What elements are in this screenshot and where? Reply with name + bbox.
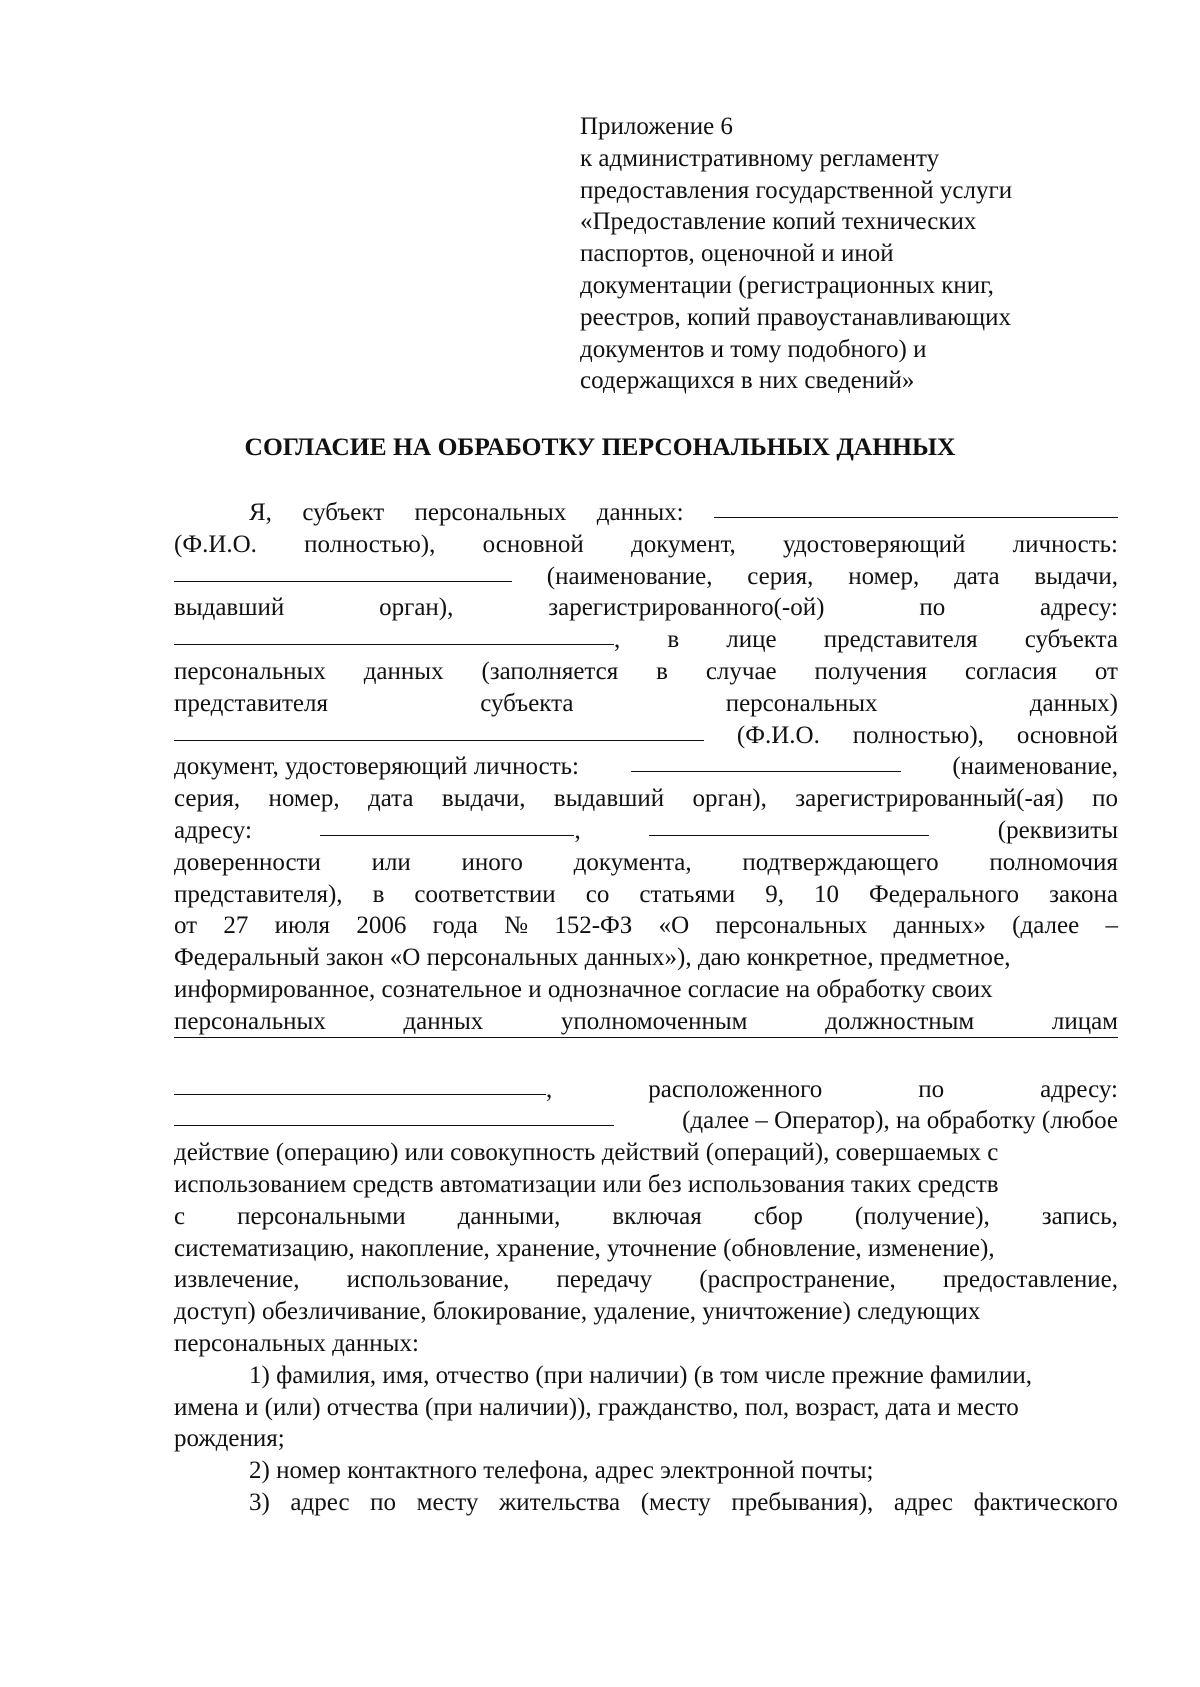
word: 152-ФЗ bbox=[554, 912, 633, 940]
sentence: систематизацию, накопление, хранение, уточнение (обновление, изменение), bbox=[174, 1234, 995, 1262]
word: данными, bbox=[457, 1202, 561, 1230]
appendix-line: документов и тому подобного) и bbox=[580, 335, 927, 363]
word: выдавший bbox=[553, 785, 665, 813]
word: , bbox=[574, 816, 581, 844]
word: персональных bbox=[414, 499, 567, 526]
authorized-officials-blank[interactable] bbox=[174, 1036, 1118, 1038]
text-line bbox=[174, 497, 1118, 529]
word: полностью), bbox=[304, 530, 436, 558]
word: (наименование, bbox=[546, 562, 713, 590]
word: , bbox=[546, 1075, 553, 1103]
word: основной bbox=[1016, 721, 1118, 749]
phrase: (далее – Оператор), на обработку (любое bbox=[682, 1107, 1118, 1135]
word: (реквизиты bbox=[997, 816, 1118, 844]
word: серия, bbox=[747, 562, 814, 590]
text-line bbox=[174, 561, 1118, 593]
word: года bbox=[432, 912, 478, 940]
word: персональных bbox=[725, 689, 878, 717]
word: полностью), bbox=[852, 721, 984, 749]
appendix-line: предоставления государственной услуги bbox=[580, 176, 1013, 204]
text-line bbox=[174, 1074, 1118, 1106]
document-title: СОГЛАСИЕ НА ОБРАБОТКУ ПЕРСОНАЛЬНЫХ ДАННЫХ bbox=[244, 432, 956, 461]
text-line bbox=[174, 783, 1118, 815]
word: персональных bbox=[174, 1007, 326, 1035]
appendix-line: реестров, копий правоустанавливающих bbox=[580, 303, 1011, 331]
text-line bbox=[174, 847, 1118, 879]
word: расположенного bbox=[648, 1075, 823, 1103]
word: выдачи, bbox=[441, 785, 526, 813]
word: , bbox=[614, 626, 621, 654]
sentence: рождения; bbox=[174, 1425, 285, 1453]
word: доверенности bbox=[174, 848, 321, 876]
word: в bbox=[372, 880, 385, 908]
word: субъекта bbox=[480, 689, 574, 717]
text-line bbox=[174, 1423, 1118, 1455]
power-of-attorney-blank[interactable] bbox=[649, 834, 929, 836]
word: (Ф.И.О. bbox=[174, 530, 257, 558]
word: адрес bbox=[893, 1488, 954, 1516]
word: подтверждающего bbox=[742, 848, 939, 876]
text-line bbox=[174, 1392, 1118, 1424]
word: месту bbox=[416, 1488, 479, 1516]
word: (заполняется bbox=[481, 657, 619, 685]
word: персональными bbox=[237, 1202, 406, 1230]
identity-document-blank[interactable] bbox=[174, 580, 512, 582]
text-line bbox=[174, 1169, 1118, 1201]
word: личность: bbox=[1012, 530, 1118, 558]
operator-address-blank[interactable] bbox=[174, 1124, 614, 1126]
word: 27 bbox=[223, 912, 249, 940]
word: предоставление, bbox=[942, 1266, 1118, 1294]
appendix-line: документации (регистрационных книг, bbox=[580, 271, 994, 299]
word: орган), bbox=[692, 785, 767, 813]
word: адресу: bbox=[174, 816, 252, 844]
word: запись, bbox=[1041, 1202, 1118, 1230]
text-line bbox=[174, 1233, 1118, 1265]
word: пребывания), bbox=[731, 1488, 874, 1516]
word: данных bbox=[363, 657, 444, 685]
word: представителя bbox=[174, 689, 328, 717]
text-line bbox=[174, 1264, 1118, 1296]
sentence: персональных данных: bbox=[174, 1329, 419, 1357]
consent-body bbox=[174, 497, 1118, 1519]
word: извлечение, bbox=[174, 1266, 300, 1294]
word: основной bbox=[482, 530, 584, 558]
appendix-line: к административному регламенту bbox=[580, 144, 940, 172]
word: от bbox=[1094, 657, 1118, 685]
text-line bbox=[174, 1038, 1118, 1074]
word: субъекта bbox=[1024, 626, 1118, 654]
word: уполномоченным bbox=[560, 1007, 748, 1035]
word: представителя), bbox=[174, 880, 343, 908]
word: зарегистрированный(-ая) bbox=[795, 785, 1064, 813]
word: персональных bbox=[715, 912, 868, 940]
word: (Ф.И.О. bbox=[736, 721, 820, 749]
appendix-line: «Предоставление копий технических bbox=[580, 208, 977, 236]
word: данных» bbox=[893, 912, 986, 940]
word: Я, bbox=[249, 499, 272, 526]
appendix-line: содержащихся в них сведений» bbox=[580, 367, 915, 395]
operator-name-blank[interactable] bbox=[174, 1093, 546, 1095]
word: номер, bbox=[268, 785, 340, 813]
text-line bbox=[174, 974, 1118, 1006]
text-line bbox=[174, 720, 1118, 752]
word: в bbox=[667, 626, 680, 654]
list-item bbox=[174, 1455, 1118, 1487]
word: (далее bbox=[1012, 912, 1080, 940]
word: сбор bbox=[753, 1202, 803, 1230]
word: № bbox=[504, 912, 528, 940]
sentence: действие (операцию) или совокупность действий (операций), совершаемых с bbox=[174, 1139, 999, 1167]
text-line bbox=[174, 656, 1118, 688]
word: от bbox=[174, 912, 198, 940]
word: июля bbox=[274, 912, 331, 940]
text-line bbox=[174, 1296, 1118, 1328]
word: адрес bbox=[290, 1488, 350, 1516]
appendix-line: Приложение 6 bbox=[580, 113, 733, 140]
sentence: Федеральный закон «О персональных данных»), даю конкретное, предметное, bbox=[174, 944, 1011, 972]
word: согласия bbox=[964, 657, 1057, 685]
text-line bbox=[174, 592, 1118, 624]
word: удостоверяющий bbox=[783, 530, 966, 558]
text-line bbox=[174, 1006, 1118, 1038]
word: «О bbox=[658, 912, 690, 940]
text-line bbox=[174, 815, 1118, 847]
word: с bbox=[174, 1202, 186, 1230]
word: документа, bbox=[573, 848, 692, 876]
subject-name-blank[interactable] bbox=[714, 516, 1118, 518]
word: дата bbox=[954, 562, 1000, 590]
word: включая bbox=[612, 1202, 702, 1230]
text-line bbox=[174, 1105, 1118, 1137]
word: серия, bbox=[174, 785, 241, 813]
sentence: использованием средств автоматизации или без использования таких средств bbox=[174, 1170, 999, 1198]
word: 3) bbox=[249, 1488, 270, 1516]
word: дата bbox=[368, 785, 414, 813]
text-line bbox=[174, 879, 1118, 911]
word: передачу bbox=[556, 1266, 653, 1294]
text-line bbox=[174, 942, 1118, 974]
word: использование, bbox=[346, 1266, 510, 1294]
word: лицам bbox=[1051, 1007, 1118, 1035]
word: (наименование, bbox=[952, 753, 1118, 781]
word: данных bbox=[403, 1007, 484, 1035]
word: Федерального bbox=[869, 880, 1020, 908]
word: выдачи, bbox=[1034, 562, 1118, 590]
sentence: 1) фамилия, имя, отчество (при наличии) (в том числе прежние фамилии, bbox=[249, 1361, 1032, 1389]
word: – bbox=[1105, 912, 1118, 940]
word: данных: bbox=[596, 499, 684, 526]
text-line bbox=[174, 1328, 1118, 1360]
text-line bbox=[174, 688, 1118, 720]
text-line bbox=[174, 751, 1118, 783]
word: (распространение, bbox=[699, 1266, 896, 1294]
list-item bbox=[174, 1360, 1118, 1392]
text-line bbox=[174, 1137, 1118, 1169]
text-line bbox=[174, 529, 1118, 561]
word: (получение), bbox=[854, 1202, 990, 1230]
text-line bbox=[174, 624, 1118, 656]
word: иного bbox=[461, 848, 523, 876]
word: по bbox=[918, 1075, 945, 1103]
text-line bbox=[174, 1201, 1118, 1233]
appendix-header bbox=[580, 111, 1100, 397]
word: 2006 bbox=[356, 912, 407, 940]
word: представителя bbox=[823, 626, 978, 654]
sentence: имена и (или) отчества (при наличии)), гражданство, пол, возраст, дата и место bbox=[174, 1393, 1019, 1421]
word: субъект bbox=[302, 499, 385, 526]
word: выдавший bbox=[174, 594, 285, 622]
word: или bbox=[371, 848, 411, 876]
address-blank[interactable] bbox=[174, 643, 614, 645]
sentence: информированное, сознательное и однозначное согласие на обработку своих bbox=[174, 975, 993, 1003]
word: по bbox=[370, 1488, 397, 1516]
word: статьями bbox=[639, 880, 736, 908]
word: персональных bbox=[174, 657, 326, 685]
sentence: 2) номер контактного телефона, адрес электронной почты; bbox=[249, 1457, 874, 1485]
word: фактического bbox=[973, 1488, 1118, 1516]
word: закона bbox=[1049, 880, 1118, 908]
word: документ, bbox=[631, 530, 736, 558]
list-item bbox=[174, 1487, 1118, 1519]
word: со bbox=[585, 880, 610, 908]
address-blank-group bbox=[174, 624, 620, 656]
text-line bbox=[174, 910, 1118, 942]
word: орган), bbox=[379, 594, 454, 622]
word: случае bbox=[705, 657, 777, 685]
word: в bbox=[656, 657, 668, 685]
rep-address-blank-group bbox=[320, 815, 580, 847]
sentence: доступ) обезличивание, блокирование, удаление, уничтожение) следующих bbox=[174, 1298, 981, 1326]
word: лице bbox=[726, 626, 777, 654]
word: по bbox=[919, 594, 946, 622]
word: получения bbox=[814, 657, 927, 685]
word: жительства bbox=[498, 1488, 621, 1516]
word: 10 bbox=[813, 880, 839, 908]
word: полномочия bbox=[989, 848, 1118, 876]
representative-address-blank[interactable] bbox=[320, 834, 574, 836]
word: (месту bbox=[640, 1488, 711, 1516]
word: должностным bbox=[825, 1007, 975, 1035]
representative-name-blank[interactable] bbox=[174, 739, 704, 741]
appendix-line: паспортов, оценочной и иной bbox=[580, 240, 894, 268]
word: 9, bbox=[765, 880, 784, 908]
word: адресу: bbox=[1040, 1075, 1118, 1103]
word: данных) bbox=[1029, 689, 1118, 717]
word: соответствии bbox=[414, 880, 556, 908]
word: номер, bbox=[848, 562, 920, 590]
operator-name-blank-group bbox=[174, 1074, 552, 1106]
word: зарегистрированного(-ой) bbox=[548, 594, 825, 622]
phrase: документ, удостоверяющий личность: bbox=[174, 753, 579, 781]
word: адресу: bbox=[1040, 594, 1118, 622]
representative-document-blank[interactable] bbox=[631, 770, 901, 772]
word: по bbox=[1092, 785, 1118, 813]
